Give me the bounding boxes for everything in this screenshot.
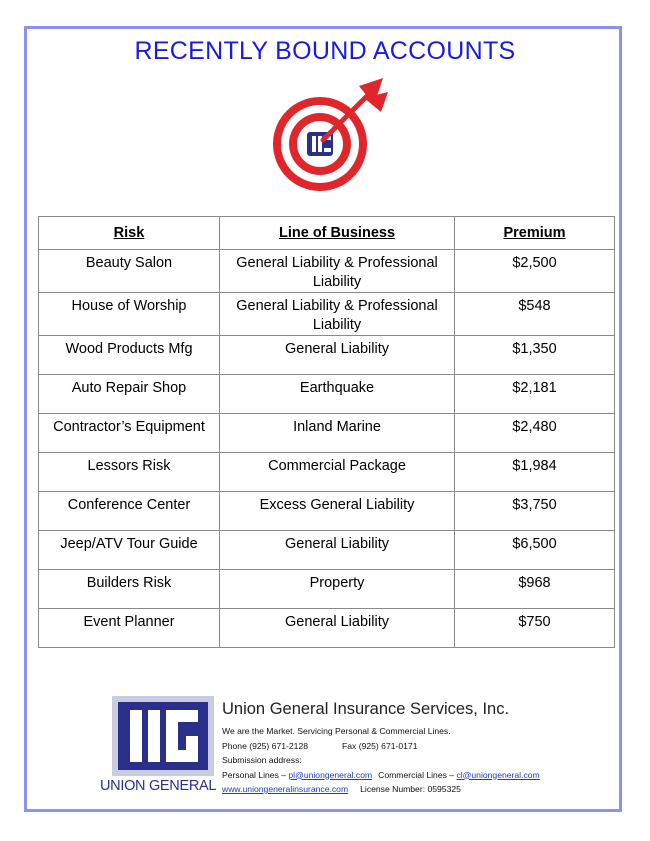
cell-risk: Builders Risk	[39, 570, 220, 609]
table-header-row	[39, 217, 615, 250]
license-number: License Number: 0595325	[360, 784, 461, 794]
cell-premium: $2,181	[455, 375, 615, 414]
cell-line: Commercial Package	[220, 453, 455, 492]
cell-risk: Event Planner	[39, 609, 220, 648]
cell-risk: Auto Repair Shop	[39, 375, 220, 414]
cell-risk: Lessors Risk	[39, 453, 220, 492]
cell-risk: Wood Products Mfg	[39, 336, 220, 375]
table-row	[39, 531, 615, 570]
personal-lines-email-link[interactable]: pl@uniongeneral.com	[288, 769, 373, 780]
website-link[interactable]: www.uniongeneralinsurance.com	[222, 784, 349, 794]
phone-number: Phone (925) 671-2128	[222, 740, 309, 751]
cell-premium: $548	[455, 293, 615, 336]
company-name: Union General Insurance Services, Inc.	[222, 700, 510, 718]
cell-risk: Beauty Salon	[39, 250, 220, 293]
cell-premium: $2,500	[455, 250, 615, 293]
cell-premium: $6,500	[455, 531, 615, 570]
table-row	[39, 609, 615, 648]
email-line	[222, 768, 540, 783]
cell-premium: $3,750	[455, 492, 615, 531]
cell-risk: Jeep/ATV Tour Guide	[39, 531, 220, 570]
fax-number: Fax (925) 671-0171	[342, 740, 418, 751]
cell-line: Inland Marine	[220, 414, 455, 453]
cell-risk: Conference Center	[39, 492, 220, 531]
submission-label: Submission address:	[222, 755, 302, 765]
table-row	[39, 336, 615, 375]
cell-premium: $1,350	[455, 336, 615, 375]
contact-info	[222, 724, 540, 797]
cell-risk: House of Worship	[39, 293, 220, 336]
phone-fax-line	[222, 739, 540, 754]
cell-line: General Liability	[220, 609, 455, 648]
accounts-table	[38, 216, 615, 648]
header-premium: Premium	[455, 217, 615, 250]
cell-line: Excess General Liability	[220, 492, 455, 531]
commercial-lines-label: Commercial Lines –	[378, 769, 457, 780]
cell-line: General Liability & Professional Liability	[220, 293, 455, 336]
cell-line: General Liability	[220, 336, 455, 375]
table-row	[39, 570, 615, 609]
cell-premium: $2,480	[455, 414, 615, 453]
target-arrow-icon	[263, 74, 393, 194]
header-line-of-business: Line of Business	[220, 217, 455, 250]
page-title: RECENTLY BOUND ACCOUNTS	[134, 37, 516, 65]
table-row	[39, 414, 615, 453]
cell-line: General Liability & Professional Liability	[220, 250, 455, 293]
table-row	[39, 293, 615, 336]
website-line	[222, 782, 540, 797]
table-row	[39, 492, 615, 531]
cell-premium: $1,984	[455, 453, 615, 492]
tagline: We are the Market. Servicing Personal & Commercial Lines.	[222, 726, 451, 736]
personal-lines-label: Personal Lines –	[222, 769, 289, 780]
table-row	[39, 250, 615, 293]
cell-line: Earthquake	[220, 375, 455, 414]
cell-line: General Liability	[220, 531, 455, 570]
cell-premium: $968	[455, 570, 615, 609]
logo-wordmark: UNION GENERAL	[100, 778, 217, 794]
commercial-lines-email-link[interactable]: cl@uniongeneral.com	[456, 769, 540, 780]
cell-line: Property	[220, 570, 455, 609]
table-row	[39, 453, 615, 492]
cell-risk: Contractor’s Equipment	[39, 414, 220, 453]
cell-premium: $750	[455, 609, 615, 648]
table-row	[39, 375, 615, 414]
header-risk: Risk	[39, 217, 220, 250]
